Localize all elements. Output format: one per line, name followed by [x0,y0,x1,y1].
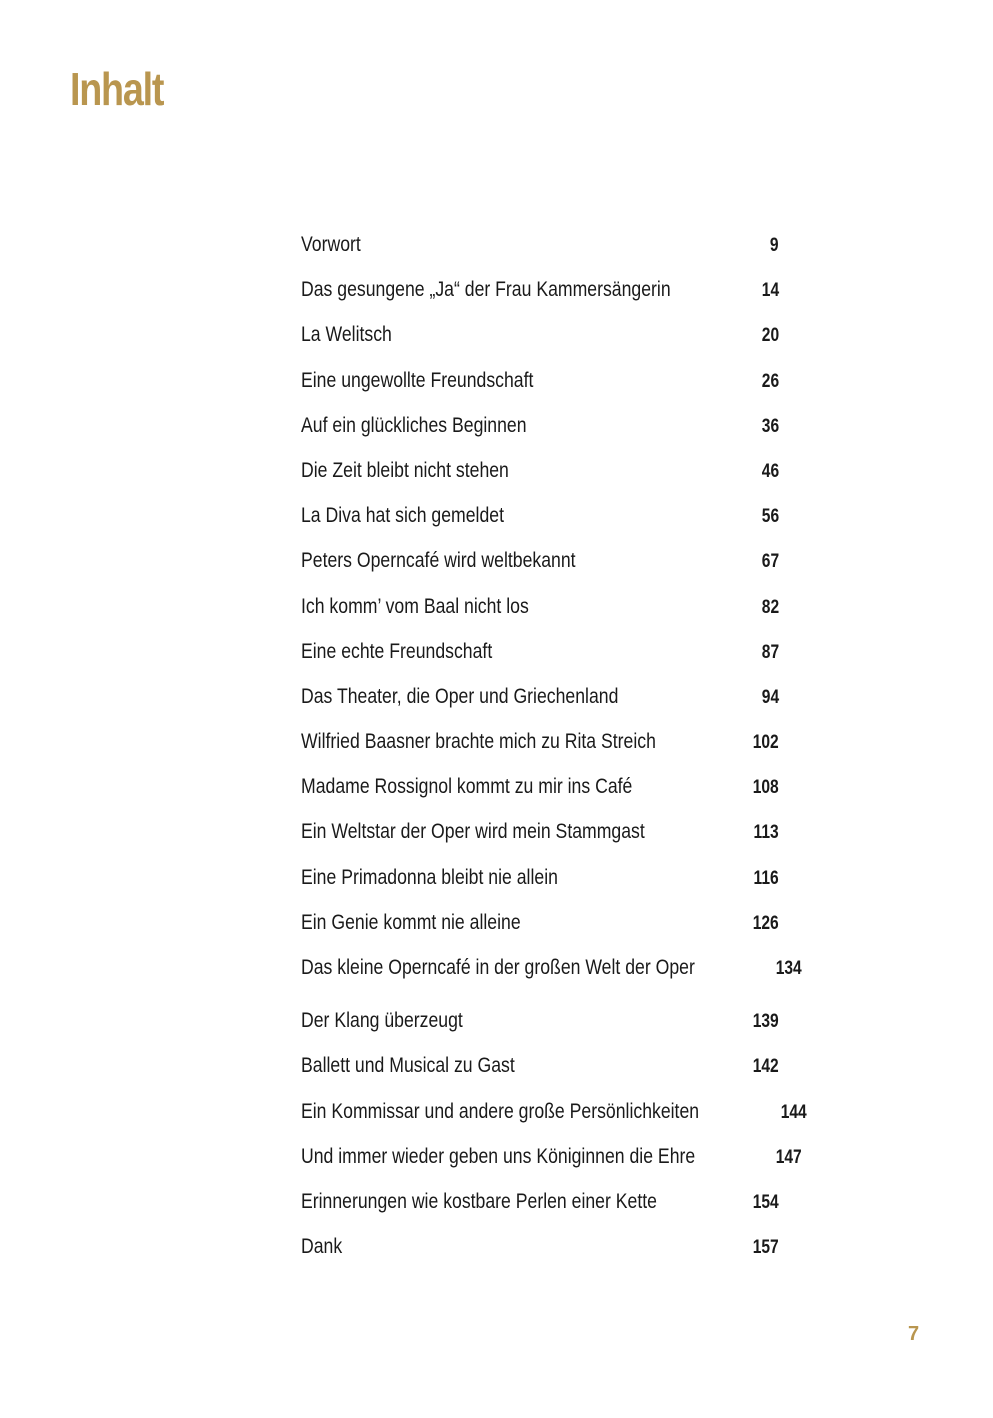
toc-entry-title: Ein Kommissar und andere große Persönlichkeiten [301,1099,700,1123]
page-title: Inhalt [70,63,164,115]
toc-entry-title: Erinnerungen wie kostbare Perlen einer Kette [301,1189,657,1213]
toc-entry-5 [301,406,779,451]
toc-entry-page: 87 [761,641,779,663]
toc-entry-4 [301,361,779,406]
toc-entry-title: Und immer wieder geben uns Königinnen die Ehre [301,1144,696,1168]
toc-entry-title: Die Zeit bleibt nicht stehen [301,458,509,482]
toc-entry-23 [301,1227,779,1272]
toc-entry-title: Ein Weltstar der Oper wird mein Stammgast [301,820,645,844]
page-number: 7 [908,1323,920,1345]
toc-entry-18 [301,1001,779,1046]
toc-entry-page: 116 [753,867,779,889]
toc-entry-title: Wilfried Baasner brachte mich zu Rita Streich [301,730,656,754]
toc-entry-16 [301,903,779,948]
toc-entry-title: Das Theater, die Oper und Griechenland [301,684,619,708]
toc-entry-9 [301,587,779,632]
toc-entry-page: 20 [761,325,779,347]
toc-entry-title: Ich komm’ vom Baal nicht los [301,594,529,618]
toc-entry-22 [301,1182,779,1227]
toc-entry-14 [301,812,779,857]
toc-entry-12 [301,722,779,767]
toc-entry-page: 142 [753,1056,779,1078]
toc-entry-page: 46 [761,460,779,482]
toc-entry-page: 108 [753,777,779,799]
toc-entry-title: Dank [301,1235,343,1259]
toc-entry-page: 147 [775,1146,802,1168]
toc-entry-19 [301,1046,779,1091]
toc-entry-page: 157 [753,1237,779,1259]
toc-entry-page: 144 [780,1101,807,1123]
toc-entry-title: Ein Genie kommt nie alleine [301,910,521,934]
toc-entry-2 [301,270,779,315]
toc-entry-page: 36 [761,415,779,437]
toc-entry-13 [301,767,779,812]
toc-entry-title: Der Klang überzeugt [301,1009,463,1033]
toc-entry-page: 14 [761,280,779,302]
toc-entry-title: La Diva hat sich gemeldet [301,504,504,528]
toc-entry-11 [301,677,779,722]
toc-entry-17 [301,948,802,993]
toc-entry-20 [301,1092,807,1137]
toc-entry-title: Das kleine Operncafé in der großen Welt der Oper [301,956,695,979]
table-of-contents [301,225,807,1272]
toc-entry-page: 134 [775,958,802,979]
toc-entry-page: 9 [770,235,779,256]
toc-entry-page: 94 [761,686,779,708]
toc-entry-title: Eine ungewollte Freundschaft [301,368,534,392]
toc-entry-3 [301,315,779,360]
toc-entry-title: Ballett und Musical zu Gast [301,1054,515,1078]
toc-entry-title: Madame Rossignol kommt zu mir ins Café [301,775,633,799]
toc-entry-title: Eine Primadonna bleibt nie allein [301,865,558,889]
toc-entry-8 [301,541,779,586]
toc-entry-page: 139 [753,1011,779,1033]
toc-entry-title: La Welitsch [301,323,392,347]
toc-entry-page: 56 [761,506,779,528]
toc-entry-15 [301,858,779,903]
toc-entry-page: 126 [753,912,779,934]
toc-entry-10 [301,632,779,677]
toc-entry-page: 102 [753,732,779,754]
toc-entry-title: Eine echte Freundschaft [301,639,493,663]
toc-entry-7 [301,496,779,541]
toc-entry-page: 113 [753,822,779,844]
toc-entry-page: 154 [753,1191,779,1213]
toc-entry-6 [301,451,779,496]
toc-entry-title: Das gesungene „Ja“ der Frau Kammersängerin [301,278,671,302]
toc-entry-title: Auf ein glückliches Beginnen [301,413,527,437]
toc-entry-21 [301,1137,802,1182]
toc-entry-title: Vorwort [301,233,361,256]
toc-entry-title: Peters Operncafé wird weltbekannt [301,549,576,573]
toc-entry-page: 82 [761,596,779,618]
toc-entry-1 [301,225,779,270]
toc-entry-page: 26 [761,370,779,392]
toc-entry-page: 67 [761,551,779,573]
